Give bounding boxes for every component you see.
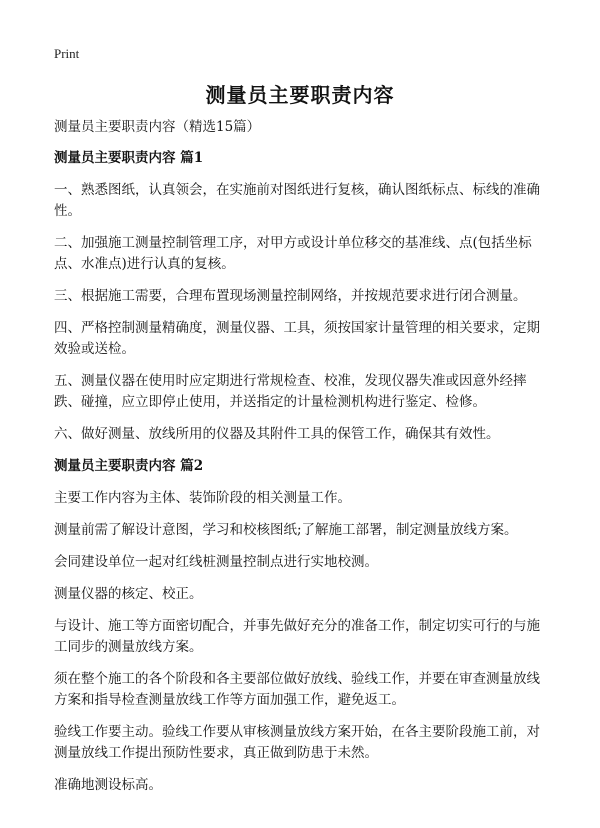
print-link[interactable]: Print xyxy=(54,46,80,61)
paragraph: 验线工作要主动。验线工作要从审核测量放线方案开始，在各主要阶段施工前，对测量放线工作提出预防性要求，真正做到防患于未然。 xyxy=(54,724,540,761)
page-title: 测量员主要职责内容 xyxy=(205,83,395,107)
paragraph: 四、严格控制测量精确度，测量仪器、工具，须按国家计量管理的相关要求，定期效验或送检。 xyxy=(54,320,540,357)
paragraph: 测量前需了解设计意图，学习和校核图纸;了解施工部署，制定测量放线方案。 xyxy=(54,522,518,538)
paragraph: 测量仪器的核定、校正。 xyxy=(54,586,203,602)
paragraph: 准确地测设标高。 xyxy=(54,777,162,793)
paragraph: 六、做好测量、放线所用的仪器及其附件工具的保管工作，确保其有效性。 xyxy=(54,426,500,442)
section-2 xyxy=(54,456,550,796)
paragraph: 三、根据施工需要，合理布置现场测量控制网络，并按规范要求进行闭合测量。 xyxy=(54,288,527,304)
section-heading: 测量员主要职责内容 篇1 xyxy=(54,150,204,166)
section-heading: 测量员主要职责内容 篇2 xyxy=(54,458,204,474)
paragraph: 五、测量仪器在使用时应定期进行常规检查、校准，发现仪器失准或因意外经摔跌、碰撞，应立即停止使用，并送指定的计量检测机构进行鉴定、检修。 xyxy=(54,373,527,410)
paragraph: 会同建设单位一起对红线桩测量控制点进行实地校测。 xyxy=(54,554,378,570)
paragraph: 二、加强施工测量控制管理工序，对甲方或设计单位移交的基准线、点(包括坐标点、水准点)进行认真的复核。 xyxy=(54,235,532,272)
paragraph: 主要工作内容为主体、装饰阶段的相关测量工作。 xyxy=(54,490,351,506)
document-subtitle: 测量员主要职责内容（精选15篇） xyxy=(54,119,261,135)
paragraph: 与设计、施工等方面密切配合，并事先做好充分的准备工作，制定切实可行的与施工同步的测量放线方案。 xyxy=(54,618,540,655)
section-1 xyxy=(54,148,550,445)
document-body xyxy=(54,117,550,807)
paragraph: 一、熟悉图纸，认真领会，在实施前对图纸进行复核，确认图纸标点、标线的准确性。 xyxy=(54,182,540,219)
paragraph: 须在整个施工的各个阶段和各主要部位做好放线、验线工作，并要在审查测量放线方案和指导检查测量放线工作等方面加强工作，避免返工。 xyxy=(54,671,540,708)
